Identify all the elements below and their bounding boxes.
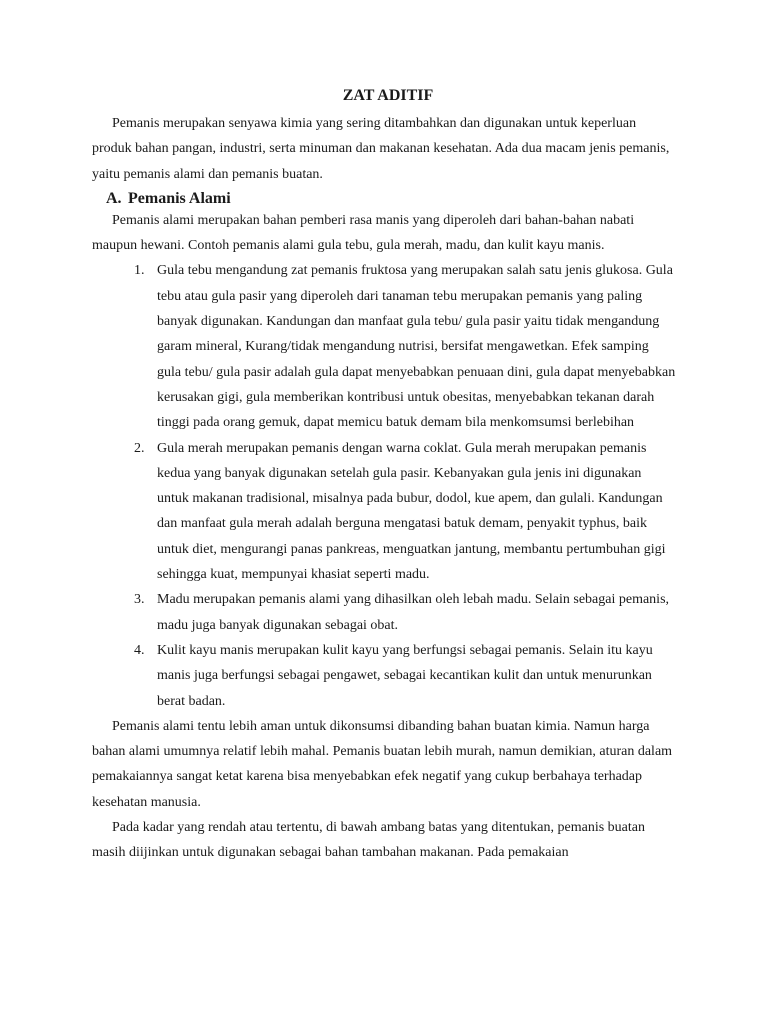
document-title: ZAT ADITIF [342,87,434,104]
list-item [92,638,676,714]
list-item-text: Madu merupakan pemanis alami yang dihasilkan oleh lebah madu. Selain sebagai pemanis, madu juga banyak digunakan sebagai obat. [157,592,670,633]
intro-paragraph: Pemanis merupakan senyawa kimia yang sering ditambahkan dan digunakan untuk keperluan produk bahan pangan, industri, serta minuman dan makanan kesehatan. Ada dua macam jenis pemanis, yaitu pemanis alami dan pemanis buatan. [92,116,670,182]
section-number: A. [106,189,122,207]
list-marker: 1. [134,263,145,279]
list-item [92,436,676,588]
list-marker: 2. [134,440,145,456]
list-item-text: Kulit kayu manis merupakan kulit kayu yang berfungsi sebagai pemanis. Selain itu kayu manis juga berfungsi sebagai pengawet, sebagai kecantikan kulit dan untuk menurunkan berat badan. [157,642,653,709]
section-title: Pemanis Alami [128,189,231,207]
closing-paragraph: Pada kadar yang rendah atau tertentu, di bawah ambang batas yang ditentukan, pemanis buatan masih diijinkan untuk digunakan sebagai bahan tambahan makanan. Pada pemakaian [92,820,645,861]
list-item [92,258,676,435]
section-heading [92,190,676,208]
list-marker: 4. [134,642,145,658]
document-content [92,85,676,866]
sweetener-list [92,258,676,713]
list-item [92,587,676,638]
list-item-text: Gula merah merupakan pemanis dengan warna coklat. Gula merah merupakan pemanis kedua yang banyak digunakan setelah gula pasir. Kebanyakan gula jenis ini digunakan untuk makanan tradisional, misalnya pada bubur, dodol, kue apem, dan gulali. Kandungan dan manfaat gula merah adalah berguna mengatasi batuk demam, penyakit typhus, baik untuk diet, mengurangi panas pankreas, menguatkan jantung, membantu pertumbuhan gigi sehingga kuat, mempunyai khasiat seperti madu. [157,440,666,583]
closing-paragraph: Pemanis alami tentu lebih aman untuk dikonsumsi dibanding bahan buatan kimia. Namun harga bahan alami umumnya relatif lebih mahal. Pemanis buatan lebih murah, namun demikian, aturan dalam pemakaiannya sangat ketat karena bisa menyebabkan efek negatif yang cukup berbahaya terhadap kesehatan manusia. [92,718,673,810]
list-item-text: Gula tebu mengandung zat pemanis fruktosa yang merupakan salah satu jenis glukosa. Gula tebu atau gula pasir yang diperoleh dari tanaman tebu merupakan pemanis yang paling banyak digunakan. Kandungan dan manfaat gula tebu/ gula pasir yaitu tidak mengandung garam mineral, Kurang/tidak mengandung nutrisi, bersifat mengawetkan. Efek samping gula tebu/ gula pasir adalah gula dapat menyebabkan penuaan dini, gula dapat menyebabkan kerusakan gigi, gula memberikan kontribusi untuk obesitas, menyebabkan tekanan darah tinggi pada orang gemuk, dapat memicu batuk demam bila menkomsumsi berlebihan [157,263,676,431]
list-marker: 3. [134,592,145,608]
section-intro-paragraph: Pemanis alami merupakan bahan pemberi rasa manis yang diperoleh dari bahan-bahan nabati maupun hewani. Contoh pemanis alami gula tebu, gula merah, madu, dan kulit kayu manis. [92,212,635,254]
